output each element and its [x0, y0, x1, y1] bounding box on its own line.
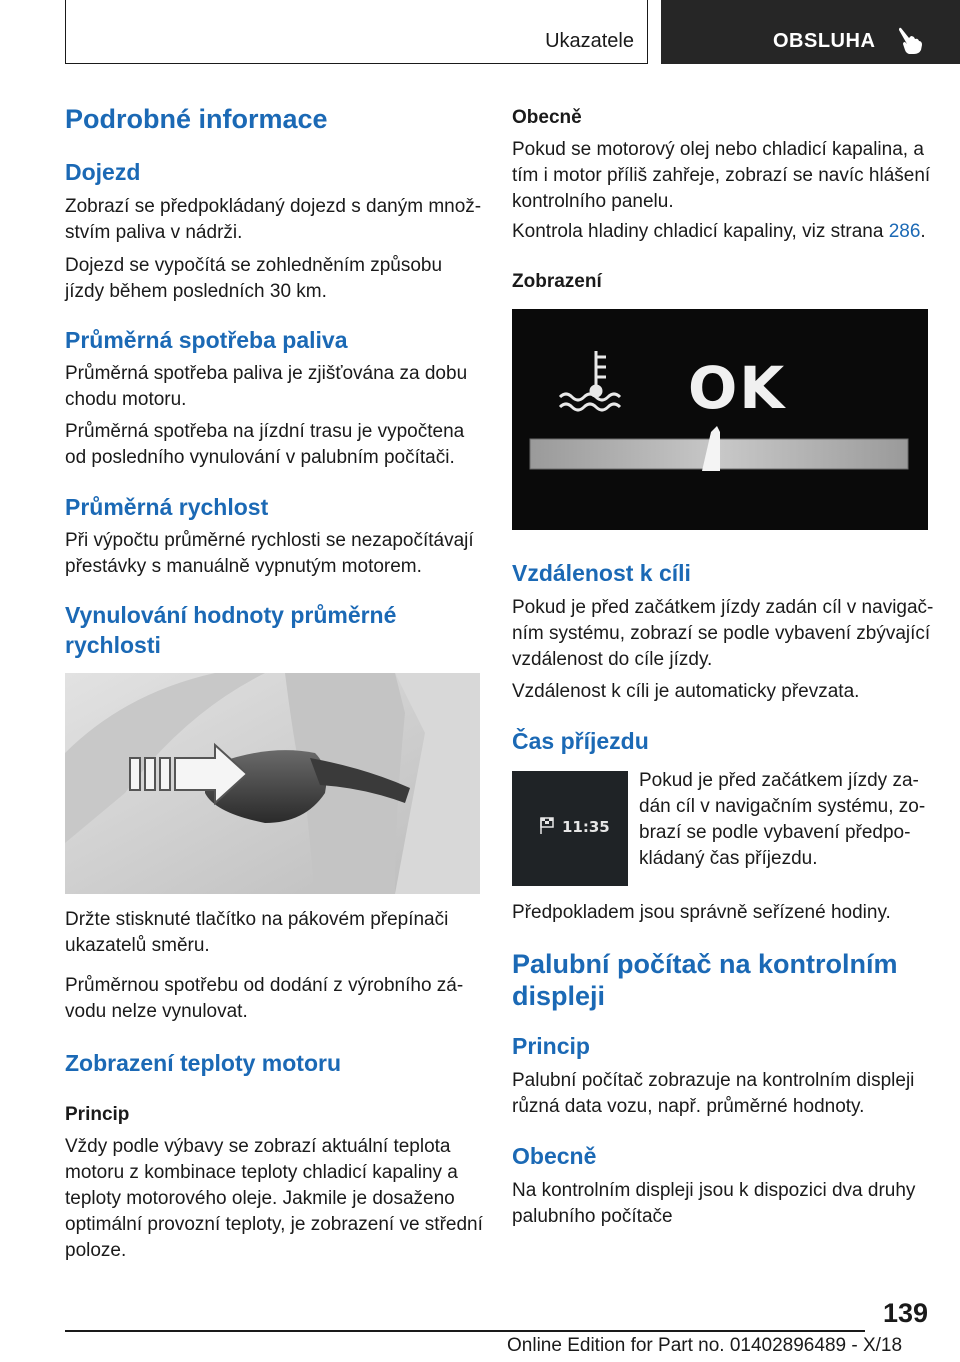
- pointing-hand-icon: [897, 26, 923, 54]
- distance-text-1a: Pokud je před začátkem jízdy zadán cíl v navigač‐: [512, 597, 934, 618]
- coolant-reference-text: Kontrola hladiny chladicí kapaliny, viz strana: [512, 221, 889, 242]
- page-number: 139: [882, 1298, 928, 1328]
- footer-divider: [65, 1330, 865, 1332]
- arrival-text-1b: dán cíl v navigačním systému, zo‐: [639, 796, 926, 817]
- arrival-time-value: 11:35: [562, 818, 610, 836]
- avg-speed-heading: Průměrná rychlost: [65, 494, 269, 520]
- destination-flag-icon: [538, 817, 558, 835]
- avg-consumption-text-2b: od posledního vynulování v palubním počítači.: [65, 447, 455, 468]
- edition-footer: Online Edition for Part no. 01402896489 - X/18: [507, 1335, 903, 1356]
- arrival-text-1d: kládaný čas příjezdu.: [639, 848, 818, 869]
- temperature-status-text: OK: [688, 354, 787, 422]
- turn-signal-stalk-image: [65, 673, 480, 894]
- computer-heading-line1: Palubní počítač na kontrolním: [512, 949, 898, 979]
- arrival-text-1a: Pokud je před začátkem jízdy za‐: [639, 770, 919, 791]
- arrival-text-1c: brazí se podle vybavení předpo‐: [639, 822, 911, 843]
- range-text-1b: stvím paliva v nádrži.: [65, 222, 243, 243]
- engine-temp-heading: Zobrazení teploty motoru: [65, 1050, 341, 1076]
- reset-text-1b: ukazatelů směru.: [65, 935, 210, 956]
- avg-consumption-text-2a: Průměrná spotřeba na jízdní trasu je vypočtena: [65, 421, 465, 442]
- reset-text-1a: Držte stisknuté tlačítko na pákovém přepínači: [65, 909, 449, 930]
- coolant-temperature-icon: [560, 351, 620, 410]
- computer-general-heading: Obecně: [512, 1143, 597, 1169]
- section-tab[interactable]: [661, 0, 960, 64]
- engine-temp-text-b: motoru z kombinace teploty chladicí kapaliny a: [65, 1162, 458, 1183]
- computer-general-text-b: palubního počítače: [512, 1206, 673, 1227]
- distance-text-2: Vzdálenost k cíli je automaticky převzata.: [512, 681, 860, 702]
- reset-text-2b: vodu nelze vynulovat.: [65, 1001, 248, 1022]
- page-link-286[interactable]: 286: [888, 221, 921, 242]
- section-title: Ukazatele: [545, 30, 634, 52]
- avg-consumption-heading: Průměrná spotřeba paliva: [65, 327, 348, 353]
- computer-heading-line2: displeji: [512, 981, 606, 1011]
- arrival-text-2: Předpokladem jsou správně seřízené hodiny.: [512, 902, 891, 923]
- computer-principle-heading: Princip: [512, 1033, 590, 1059]
- distance-text-1c: vzdálenost do cíle jízdy.: [512, 649, 713, 670]
- engine-temp-text-a: Vždy podle výbavy se zobrazí aktuální teplota: [65, 1136, 451, 1157]
- range-text-2b: jízdy během posledních 30 km.: [65, 281, 327, 302]
- range-text-1a: Zobrazí se předpokládaný dojezd s daným množ‐: [65, 196, 482, 217]
- tab-label: OBSLUHA: [773, 30, 876, 52]
- principle-subheading: Princip: [65, 1104, 130, 1125]
- engine-temp-text-e: poloze.: [65, 1240, 127, 1261]
- general-text-1a: Pokud se motorový olej nebo chladicí kapalina, a: [512, 139, 924, 160]
- computer-principle-text-b: různá data vozu, např. průměrné hodnoty.: [512, 1096, 865, 1117]
- reset-heading-line1: Vynulování hodnoty průměrné: [65, 602, 397, 628]
- engine-temp-text-c: teploty motorového oleje. Jakmile je dosaženo: [65, 1188, 455, 1209]
- range-heading: Dojezd: [65, 159, 141, 185]
- coolant-reference-end: .: [920, 221, 926, 242]
- general-text-1c: kontrolního panelu.: [512, 191, 674, 212]
- distance-heading: Vzdálenost k cíli: [512, 560, 691, 586]
- avg-speed-text-a: Při výpočtu průměrné rychlosti se nezapočítávají: [65, 530, 474, 551]
- engine-temperature-display-image: [512, 309, 928, 530]
- engine-temp-text-d: optimální provozní teploty, je zobrazení ve střední: [65, 1214, 483, 1235]
- avg-consumption-text-1b: chodu motoru.: [65, 389, 187, 410]
- computer-general-text-a: Na kontrolním displeji jsou k dispozici dva druhy: [512, 1180, 916, 1201]
- arrival-time-display-image: [512, 771, 628, 886]
- general-text-1b: tím i motor příliš zahřeje, zobrazí se navíc hlášení: [512, 165, 931, 186]
- distance-text-1b: ním systému, zobrazí se podle vybavení zbývající: [512, 623, 931, 644]
- avg-consumption-text-1a: Průměrná spotřeba paliva je zjišťována za dobu: [65, 363, 468, 384]
- avg-speed-text-b: přestávky s manuálně vypnutým motorem.: [65, 556, 422, 577]
- reset-text-2a: Průměrnou spotřebu od dodání z výrobního zá‐: [65, 975, 464, 996]
- page-heading: Podrobné informace: [65, 104, 328, 134]
- arrival-heading: Čas příjezdu: [512, 728, 649, 754]
- general-subheading: Obecně: [512, 107, 582, 128]
- range-text-2a: Dojezd se vypočítá se zohledněním způsobu: [65, 255, 443, 276]
- computer-principle-text-a: Palubní počítač zobrazuje na kontrolním displeji: [512, 1070, 915, 1091]
- reset-heading-line2: rychlosti: [65, 632, 161, 658]
- display-subheading: Zobrazení: [512, 271, 602, 292]
- coolant-reference: [512, 219, 926, 245]
